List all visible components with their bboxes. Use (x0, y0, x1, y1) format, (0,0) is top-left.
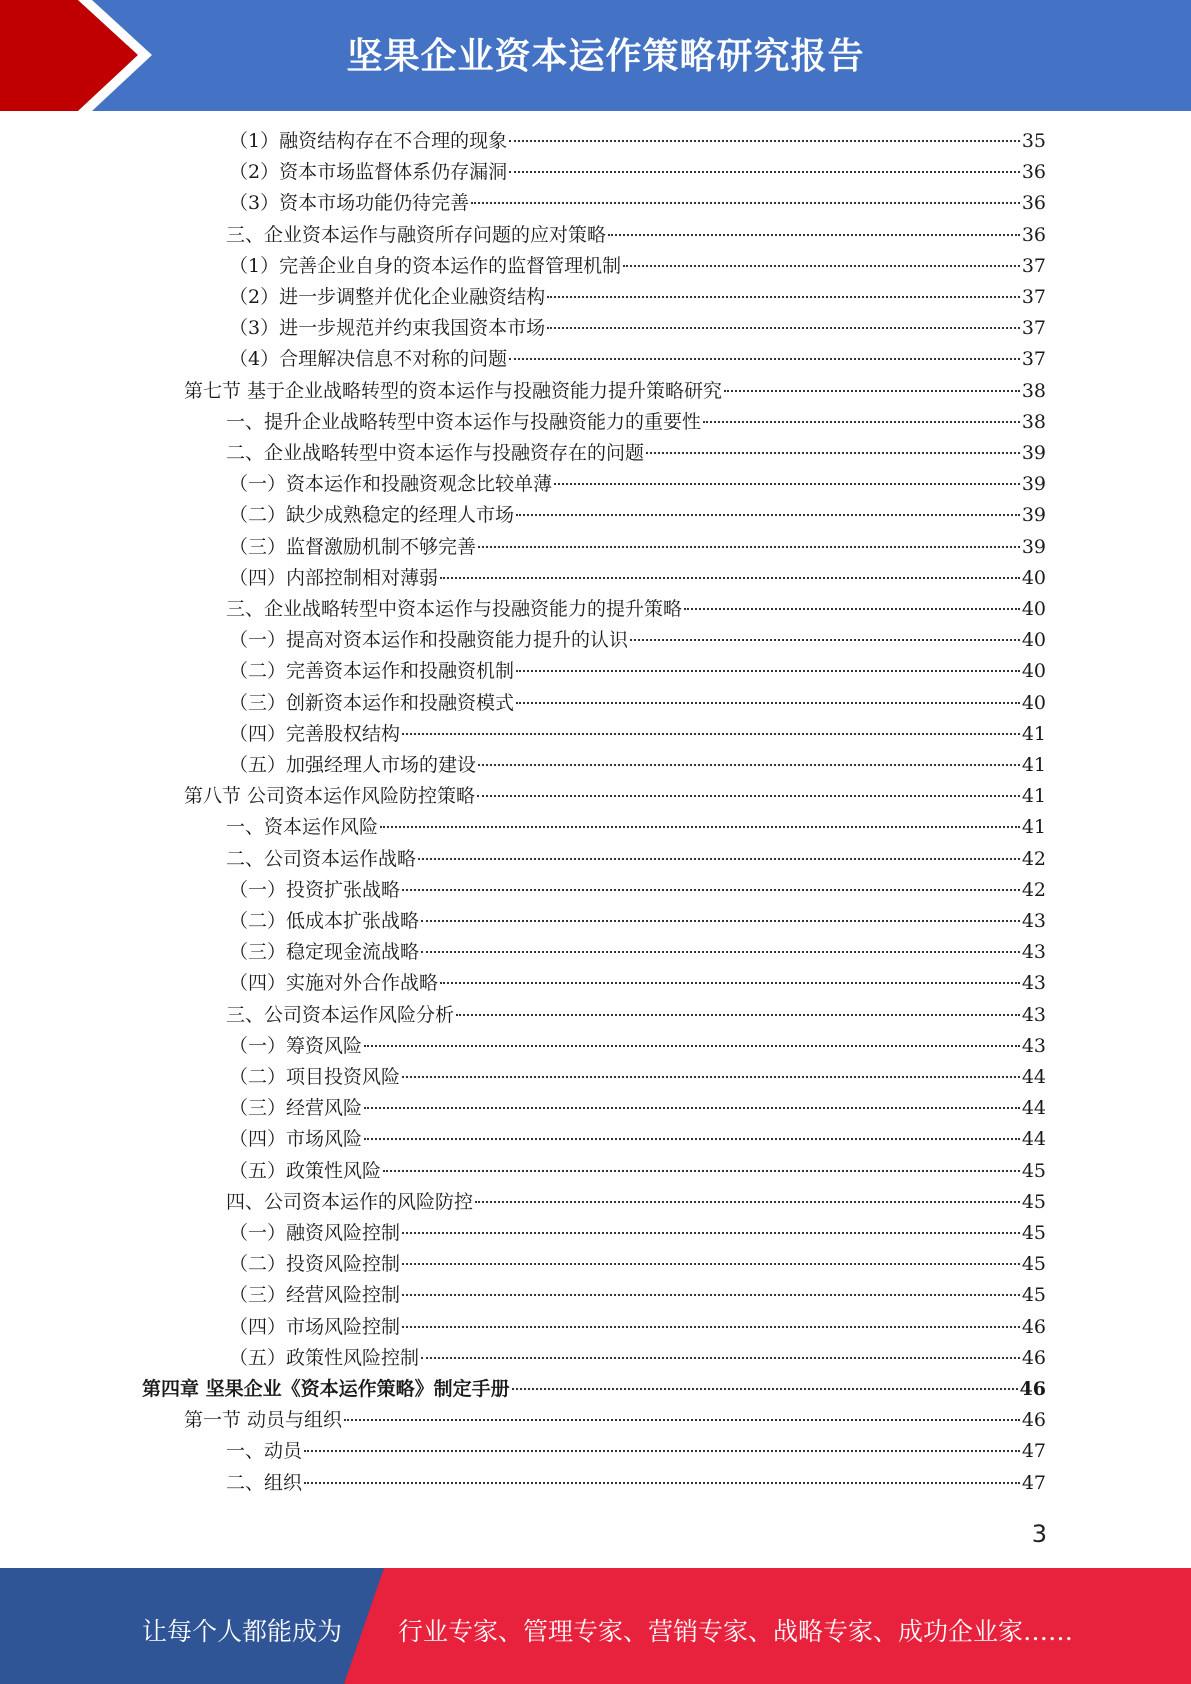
toc-entry-label: （4）合理解决信息不对称的问题 (229, 348, 508, 371)
toc-entry-label: （3）进一步规范并约束我国资本市场 (229, 317, 546, 340)
toc-entry[interactable] (229, 345, 1046, 373)
toc-entry[interactable] (226, 1188, 1046, 1216)
toc-entry-label: （四）市场风险 (229, 1128, 363, 1151)
toc-leader-dots (402, 733, 1020, 735)
toc-entry-page: 43 (1021, 972, 1046, 995)
toc-entry[interactable] (226, 1001, 1046, 1029)
toc-leader-dots (623, 265, 1020, 267)
toc-entry-label: 第七节 基于企业战略转型的资本运作与投融资能力提升策略研究 (184, 379, 723, 402)
toc-entry[interactable] (229, 969, 1046, 997)
toc-entry-label: （二）投资风险控制 (229, 1253, 401, 1276)
toc-leader-dots (478, 764, 1020, 766)
toc-entry-label: （2）资本市场监督体系仍存漏洞 (229, 161, 508, 184)
toc-entry-label: 三、公司资本运作风险分析 (226, 1003, 455, 1026)
toc-leader-dots (547, 327, 1020, 329)
toc-leader-dots (475, 1201, 1020, 1203)
toc-entry-label: （1）完善企业自身的资本运作的监督管理机制 (229, 254, 622, 277)
toc-entry-page: 40 (1021, 598, 1046, 620)
toc-entry[interactable] (229, 1157, 1046, 1185)
toc-entry[interactable] (229, 1094, 1046, 1122)
toc-entry-label: （五）加强经理人市场的建设 (229, 754, 477, 776)
footer-slogan-right: 行业专家、管理专家、营销专家、战略专家、成功企业家…… (398, 1617, 1074, 1646)
footer-slogan-left: 让每个人都能成为 (142, 1617, 343, 1646)
toc-leader-dots (547, 296, 1020, 298)
toc-entry[interactable] (229, 564, 1046, 592)
toc-leader-dots (471, 202, 1020, 204)
toc-entry-page: 39 (1021, 473, 1046, 496)
toc-entry-page: 39 (1021, 442, 1046, 464)
toc-entry-label: （四）完善股权结构 (229, 722, 401, 745)
toc-entry[interactable] (226, 1437, 1046, 1465)
toc-entry[interactable] (229, 657, 1046, 685)
toc-entry-page: 43 (1021, 1034, 1046, 1057)
toc-leader-dots (630, 639, 1020, 641)
toc-leader-dots (509, 358, 1020, 360)
toc-entry-label: 第一节 动员与组织 (184, 1409, 343, 1432)
toc-entry[interactable] (229, 751, 1046, 779)
toc-entry-label: （四）市场风险控制 (229, 1315, 401, 1338)
toc-entry-page: 44 (1021, 1097, 1046, 1120)
toc-entry[interactable] (229, 189, 1046, 217)
toc-entry[interactable] (229, 720, 1046, 748)
toc-entry[interactable] (226, 221, 1046, 249)
toc-entry-label: 一、资本运作风险 (226, 816, 379, 839)
toc-entry-page: 37 (1021, 286, 1046, 308)
page-number: 3 (1031, 1520, 1047, 1548)
toc-entry-page: 43 (1021, 1003, 1046, 1026)
toc-entry-label: （三）创新资本运作和投融资模式 (229, 691, 515, 714)
toc-entry-page: 41 (1021, 754, 1046, 776)
toc-entry[interactable] (226, 595, 1046, 623)
page-footer (0, 1568, 1191, 1684)
toc-entry-page: 42 (1021, 878, 1046, 901)
toc-entry[interactable] (226, 845, 1046, 873)
toc-entry[interactable] (229, 252, 1046, 280)
toc-leader-dots (402, 1294, 1020, 1296)
toc-entry-label: 第四章 坚果企业《资本运作策略》制定手册 (142, 1378, 510, 1400)
toc-entry-page: 45 (1021, 1190, 1046, 1213)
toc-entry-label: 第八节 公司资本运作风险防控策略 (184, 785, 476, 808)
toc-entry-page: 46 (1021, 1346, 1046, 1369)
toc-entry-page: 46 (1021, 1409, 1046, 1432)
toc-entry-page: 46 (1019, 1378, 1046, 1400)
toc-leader-dots (364, 1107, 1020, 1109)
toc-entry-page: 40 (1021, 629, 1046, 652)
toc-leader-dots (516, 514, 1020, 516)
page-header (0, 0, 1191, 111)
toc-entry[interactable] (229, 283, 1046, 311)
toc-entry-label: 二、公司资本运作战略 (226, 847, 417, 870)
toc-entry-label: （四）内部控制相对薄弱 (229, 566, 439, 589)
toc-entry-page: 45 (1021, 1222, 1046, 1244)
toc-entry-page: 41 (1021, 785, 1046, 808)
toc-entry-label: （二）完善资本运作和投融资机制 (229, 660, 515, 683)
toc-entry[interactable] (184, 377, 1046, 405)
toc-leader-dots (684, 608, 1020, 610)
toc-leader-dots (402, 889, 1020, 891)
toc-leader-dots (304, 1450, 1020, 1452)
toc-entry-page: 37 (1021, 348, 1046, 371)
toc-entry[interactable] (184, 782, 1046, 810)
toc-entry[interactable] (226, 408, 1046, 436)
toc-entry-label: （五）政策性风险 (229, 1159, 382, 1182)
toc-entry[interactable] (229, 1219, 1046, 1247)
toc-entry-label: 四、公司资本运作的风险防控 (226, 1190, 474, 1213)
toc-leader-dots (516, 670, 1020, 672)
toc-entry-label: （一）资本运作和投融资观念比较单薄 (229, 473, 553, 496)
toc-entry-label: （三）稳定现金流战略 (229, 941, 420, 964)
toc-entry-page: 46 (1021, 1315, 1046, 1338)
toc-entry-page: 43 (1021, 910, 1046, 932)
toc-leader-dots (364, 1138, 1020, 1140)
toc-entry-page: 38 (1021, 410, 1046, 433)
toc-entry-label: （五）政策性风险控制 (229, 1346, 420, 1369)
toc-leader-dots (646, 452, 1020, 454)
toc-leader-dots (364, 1045, 1020, 1047)
toc-entry-page: 37 (1021, 317, 1046, 340)
toc-entry-page: 45 (1021, 1159, 1046, 1182)
toc-entry[interactable] (229, 689, 1046, 717)
toc-entry-label: 三、企业战略转型中资本运作与投融资能力的提升策略 (226, 598, 683, 620)
toc-leader-dots (512, 1388, 1018, 1390)
toc-entry-page: 41 (1021, 722, 1046, 745)
toc-leader-dots (402, 1076, 1020, 1078)
toc-leader-dots (421, 1357, 1020, 1359)
toc-entry-label: （3）资本市场功能仍待完善 (229, 192, 470, 215)
toc-leader-dots (509, 140, 1020, 142)
toc-entry-label: 一、提升企业战略转型中资本运作与投融资能力的重要性 (226, 410, 702, 433)
toc-entry[interactable] (142, 1375, 1046, 1403)
toc-entry-page: 36 (1021, 192, 1046, 215)
toc-entry-page: 39 (1021, 535, 1046, 558)
toc-leader-dots (608, 234, 1020, 236)
toc-entry-label: （三）经营风险 (229, 1097, 363, 1120)
toc-entry-label: （1）融资结构存在不合理的现象 (229, 130, 508, 152)
toc-entry[interactable] (229, 1313, 1046, 1341)
toc-entry[interactable] (229, 1344, 1046, 1372)
toc-entry[interactable] (229, 1063, 1046, 1091)
toc-entry[interactable] (229, 907, 1046, 935)
toc-leader-dots (477, 795, 1020, 797)
toc-entry-page: 40 (1021, 566, 1046, 589)
toc-entry[interactable] (226, 439, 1046, 467)
toc-entry-page: 44 (1021, 1066, 1046, 1088)
toc-entry[interactable] (229, 626, 1046, 654)
toc-entry-label: （一）融资风险控制 (229, 1222, 401, 1244)
toc-entry-page: 36 (1021, 223, 1046, 246)
toc-leader-dots (516, 702, 1020, 704)
toc-entry-page: 47 (1021, 1440, 1046, 1463)
toc-entry[interactable] (229, 1281, 1046, 1309)
toc-entry-page: 41 (1021, 816, 1046, 839)
toc-entry[interactable] (229, 533, 1046, 561)
toc-entry-label: （四）实施对外合作战略 (229, 972, 439, 995)
toc-entry-label: （二）低成本扩张战略 (229, 910, 420, 932)
toc-leader-dots (304, 1482, 1020, 1484)
toc-leader-dots (383, 1170, 1020, 1172)
toc-entry-label: （二）缺少成熟稳定的经理人市场 (229, 504, 515, 527)
toc-entry-page: 47 (1021, 1471, 1046, 1494)
toc-entry-label: （2）进一步调整并优化企业融资结构 (229, 286, 546, 308)
toc-leader-dots (402, 1263, 1020, 1265)
toc-entry[interactable] (229, 876, 1046, 904)
toc-entry-label: （二）项目投资风险 (229, 1066, 401, 1088)
toc-entry-label: 一、动员 (226, 1440, 303, 1463)
toc-leader-dots (418, 858, 1020, 860)
toc-leader-dots (421, 951, 1020, 953)
toc-entry[interactable] (226, 813, 1046, 841)
toc-entry[interactable] (229, 938, 1046, 966)
toc-entry-page: 38 (1021, 379, 1046, 402)
toc-leader-dots (554, 483, 1020, 485)
toc-leader-dots (478, 546, 1020, 548)
toc-entry-page: 42 (1021, 847, 1046, 870)
toc-leader-dots (421, 920, 1020, 922)
toc-leader-dots (724, 390, 1020, 392)
toc-entry-label: 三、企业资本运作与融资所存问题的应对策略 (226, 223, 607, 246)
toc-entry[interactable] (229, 1125, 1046, 1153)
toc-entry-page: 39 (1021, 504, 1046, 527)
toc-entry[interactable] (229, 127, 1046, 155)
toc-leader-dots (456, 1014, 1020, 1016)
toc-leader-dots (509, 171, 1020, 173)
toc-entry[interactable] (184, 1406, 1046, 1434)
toc-leader-dots (703, 421, 1020, 423)
toc-entry-page: 45 (1021, 1253, 1046, 1276)
toc-entry-page: 43 (1021, 941, 1046, 964)
toc-entry-label: 二、组织 (226, 1471, 303, 1494)
toc-entry-page: 40 (1021, 691, 1046, 714)
toc-entry[interactable] (229, 470, 1046, 498)
toc-entry-page: 36 (1021, 161, 1046, 184)
toc-entry-label: （一）提高对资本运作和投融资能力提升的认识 (229, 629, 629, 652)
toc-entry-page: 44 (1021, 1128, 1046, 1151)
toc-leader-dots (440, 577, 1020, 579)
toc-leader-dots (402, 1232, 1020, 1234)
toc-leader-dots (402, 1326, 1020, 1328)
toc-entry-page: 37 (1021, 254, 1046, 277)
toc-entry[interactable] (226, 1469, 1046, 1497)
toc-entry-page: 45 (1021, 1284, 1046, 1307)
toc-entry-label: （一）投资扩张战略 (229, 878, 401, 901)
toc-leader-dots (440, 982, 1020, 984)
toc-entry[interactable] (229, 1250, 1046, 1278)
toc-entry-label: （三）监督激励机制不够完善 (229, 535, 477, 558)
toc-entry-page: 40 (1021, 660, 1046, 683)
document-title: 坚果企业资本运作策略研究报告 (346, 36, 865, 77)
toc-entry[interactable] (229, 158, 1046, 186)
toc-entry-page: 35 (1021, 130, 1046, 152)
toc-entry-label: （三）经营风险控制 (229, 1284, 401, 1307)
toc-entry[interactable] (229, 1032, 1046, 1060)
toc-entry-label: （一）筹资风险 (229, 1034, 363, 1057)
toc-leader-dots (344, 1419, 1020, 1421)
toc-entry[interactable] (229, 314, 1046, 342)
toc-leader-dots (380, 826, 1020, 828)
toc-entry-label: 二、企业战略转型中资本运作与投融资存在的问题 (226, 442, 645, 464)
toc-entry[interactable] (229, 501, 1046, 529)
